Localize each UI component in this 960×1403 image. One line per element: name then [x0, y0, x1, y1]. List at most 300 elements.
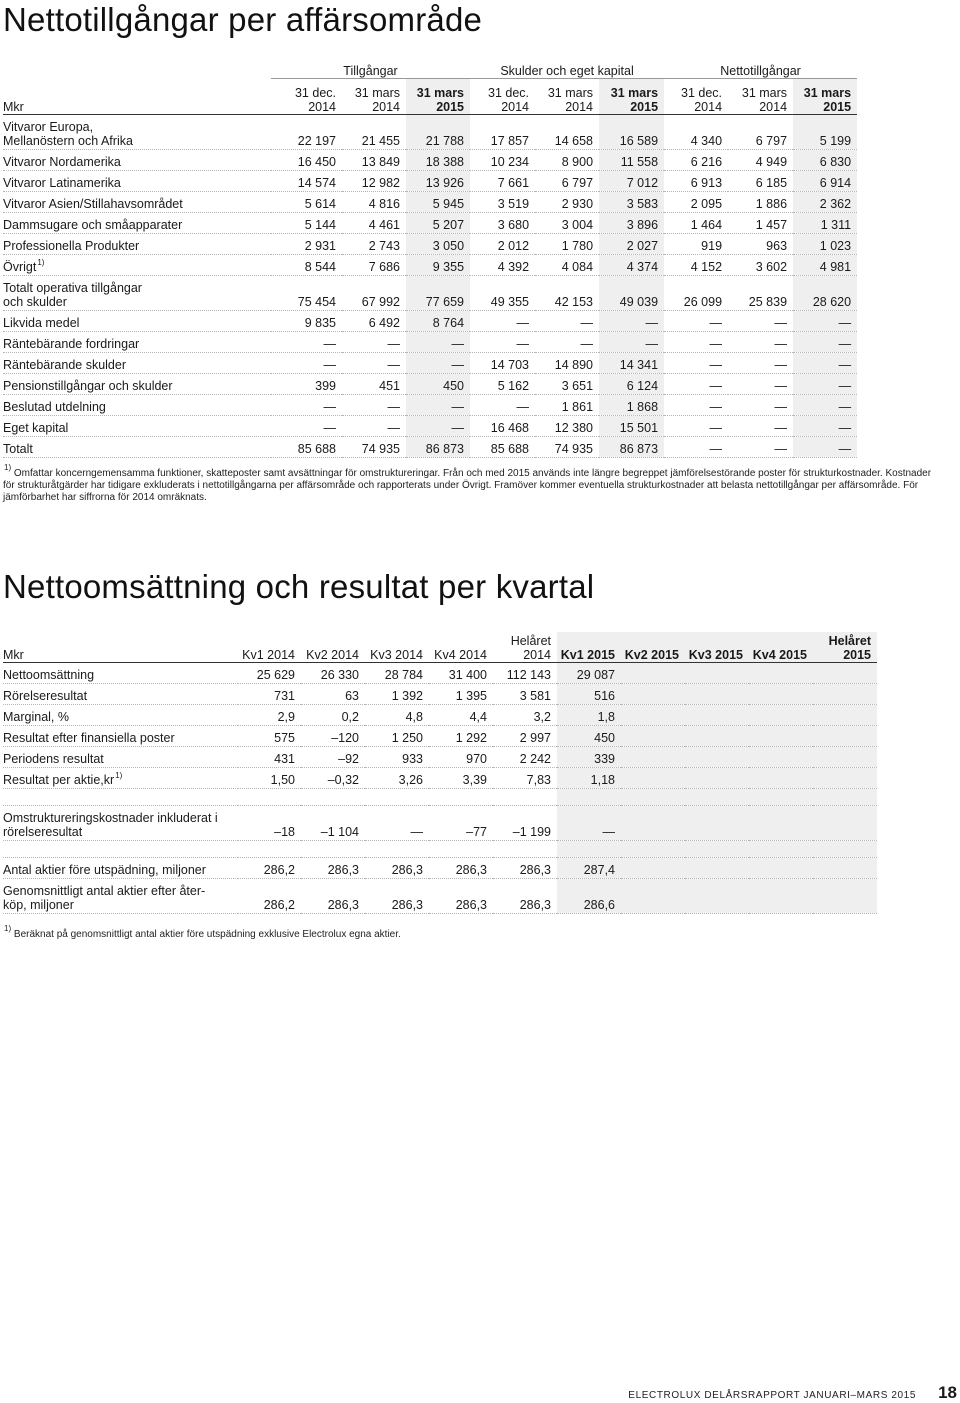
footnote-2: $^{1)}$ Beräknat på genomsnittligt antal aktier före utspädning exklusive Electrolux egna aktier. [4, 924, 401, 940]
table-cell: 22 197 [271, 114, 342, 149]
table-cell: 1 250 [365, 726, 429, 747]
table-cell: –0,32 [301, 768, 365, 789]
table-cell: 4 152 [664, 254, 728, 275]
table-cell: — [535, 331, 599, 352]
table-cell: 1,8 [557, 705, 621, 726]
table-row [3, 254, 857, 275]
table-cell: 919 [664, 233, 728, 254]
row-label: Nettoomsättning [3, 663, 238, 684]
table-cell: 14 890 [535, 352, 599, 373]
row-label: Dammsugare och småapparater [3, 212, 271, 233]
group-header-assets: Tillgångar [271, 62, 470, 79]
table-cell: — [728, 415, 793, 436]
table-cell: 25 629 [238, 663, 301, 684]
table-cell: 21 455 [342, 114, 406, 149]
column-header-row [3, 79, 857, 115]
table-cell: 451 [342, 373, 406, 394]
table-cell: 9 835 [271, 310, 342, 331]
table-cell: 1,18 [557, 768, 621, 789]
table-cell: 450 [557, 726, 621, 747]
row-label: Beslutad utdelning [3, 394, 271, 415]
column-header: Kv3 2015 [685, 632, 749, 663]
table-row [3, 149, 857, 170]
table-cell: 6 913 [664, 170, 728, 191]
table-cell [621, 705, 685, 726]
table-cell: 15 501 [599, 415, 664, 436]
table-cell: 286,3 [365, 858, 429, 879]
section1-title: Nettotillgångar per affärsområde [3, 1, 483, 38]
row-label: Vitvaror Nordamerika [3, 149, 271, 170]
column-header: 31 dec. 2014 [271, 79, 342, 115]
table-cell: 1 868 [599, 394, 664, 415]
table-cell [685, 705, 749, 726]
table-cell: 63 [301, 684, 365, 705]
table-cell: 29 087 [557, 663, 621, 684]
table-cell: 431 [238, 747, 301, 768]
table-cell: 74 935 [342, 436, 406, 457]
table-cell: — [793, 373, 857, 394]
column-header: 31 mars 2015 [599, 79, 664, 115]
row-label: Eget kapital [3, 415, 271, 436]
table-cell: 1 311 [793, 212, 857, 233]
table-cell: 18 388 [406, 149, 470, 170]
table-cell [813, 806, 877, 841]
table-cell [621, 806, 685, 841]
table-cell: — [342, 331, 406, 352]
table-cell: 17 857 [470, 114, 535, 149]
table-cell: 28 620 [793, 275, 857, 310]
table-cell: 4,8 [365, 705, 429, 726]
table-cell: — [664, 352, 728, 373]
table-cell [749, 726, 813, 747]
table-cell: 286,3 [429, 879, 493, 914]
table-cell: 13 849 [342, 149, 406, 170]
table-cell: –18 [238, 806, 301, 841]
table-cell [749, 879, 813, 914]
column-header: 31 mars 2014 [728, 79, 793, 115]
table-cell: 3 651 [535, 373, 599, 394]
table-cell: — [470, 310, 535, 331]
row-label: Pensionstillgångar och skulder [3, 373, 271, 394]
column-header: Kv1 2014 [238, 632, 301, 663]
table-cell: 2 095 [664, 191, 728, 212]
table-cell: 3 583 [599, 191, 664, 212]
table-cell: 286,3 [301, 858, 365, 879]
table-cell [749, 858, 813, 879]
row-label: Likvida medel [3, 310, 271, 331]
table-cell: 1 023 [793, 233, 857, 254]
table-cell: — [664, 310, 728, 331]
table-cell: 4,4 [429, 705, 493, 726]
table-cell [621, 726, 685, 747]
table-cell: 16 450 [271, 149, 342, 170]
table-cell: 21 788 [406, 114, 470, 149]
column-header: 31 dec. 2014 [664, 79, 728, 115]
column-header: Kv2 2014 [301, 632, 365, 663]
table-cell: — [793, 352, 857, 373]
table-cell: 3,39 [429, 768, 493, 789]
table-row [3, 394, 857, 415]
table-row [3, 310, 857, 331]
row-label: Periodens resultat [3, 747, 238, 768]
table-cell: 4 392 [470, 254, 535, 275]
table-cell: 5 162 [470, 373, 535, 394]
table-cell: — [664, 415, 728, 436]
table-cell: 74 935 [535, 436, 599, 457]
table-cell [813, 747, 877, 768]
group-header-net-assets: Nettotillgångar [664, 62, 857, 79]
table-cell: — [793, 310, 857, 331]
table-cell [685, 663, 749, 684]
table-cell [749, 705, 813, 726]
table-cell: 14 703 [470, 352, 535, 373]
table-cell [621, 768, 685, 789]
table-cell: 5 144 [271, 212, 342, 233]
table-cell [813, 879, 877, 914]
table-row [3, 806, 877, 841]
row-label: Vitvaror Latinamerika [3, 170, 271, 191]
table-cell: 14 574 [271, 170, 342, 191]
table-cell: — [470, 331, 535, 352]
table-cell: 8 764 [406, 310, 470, 331]
table-cell: — [664, 394, 728, 415]
column-header: 31 dec. 2014 [470, 79, 535, 115]
table-cell: 4 461 [342, 212, 406, 233]
table-cell: 2 242 [493, 747, 557, 768]
table-cell: 4 816 [342, 191, 406, 212]
table-cell: — [728, 394, 793, 415]
table-cell: 2 930 [535, 191, 599, 212]
table-cell: 86 873 [406, 436, 470, 457]
table-cell [813, 705, 877, 726]
column-header: Kv3 2014 [365, 632, 429, 663]
table-cell [685, 726, 749, 747]
table-cell: –92 [301, 747, 365, 768]
table-cell: 9 355 [406, 254, 470, 275]
table-cell: — [271, 415, 342, 436]
table-cell: 28 784 [365, 663, 429, 684]
table-cell: 286,6 [557, 879, 621, 914]
table-cell: 3 896 [599, 212, 664, 233]
table-cell: 4 949 [728, 149, 793, 170]
table-cell: 1 457 [728, 212, 793, 233]
column-header: Kv4 2014 [429, 632, 493, 663]
row-label: Räntebärande fordringar [3, 331, 271, 352]
column-header: Helåret 2014 [493, 632, 557, 663]
row-label: Rörelseresultat [3, 684, 238, 705]
table-cell: 3 602 [728, 254, 793, 275]
table-cell: — [470, 394, 535, 415]
table-cell: 3 680 [470, 212, 535, 233]
row-label: Resultat efter finansiella poster [3, 726, 238, 747]
table-cell: 49 355 [470, 275, 535, 310]
row-label: Omstruktureringskostnader inkluderat i rörelseresultat [3, 806, 238, 841]
table-cell [621, 858, 685, 879]
table-cell: — [728, 373, 793, 394]
table-cell: 4 981 [793, 254, 857, 275]
table-cell: –1 104 [301, 806, 365, 841]
table-cell: — [342, 352, 406, 373]
table-cell: — [406, 415, 470, 436]
table-cell: 575 [238, 726, 301, 747]
table-cell: 3,2 [493, 705, 557, 726]
table-cell: 1 861 [535, 394, 599, 415]
table-cell: 399 [271, 373, 342, 394]
unit-label: Mkr [3, 79, 271, 115]
table-cell: — [557, 806, 621, 841]
row-label: Övrigt$^{1)}$ [3, 254, 271, 275]
table-cell: 6 797 [728, 114, 793, 149]
table-cell [621, 747, 685, 768]
spacer-row [3, 841, 877, 858]
column-header: Kv4 2015 [749, 632, 813, 663]
section2-title: Nettoomsättning och resultat per kvartal [3, 568, 595, 605]
table-row [3, 373, 857, 394]
table-cell: 6 492 [342, 310, 406, 331]
table-cell: 26 099 [664, 275, 728, 310]
table-cell: 5 207 [406, 212, 470, 233]
table-cell: 450 [406, 373, 470, 394]
table-cell [749, 747, 813, 768]
table-cell: — [664, 436, 728, 457]
table-cell: 85 688 [470, 436, 535, 457]
table-cell [685, 747, 749, 768]
table-cell: 42 153 [535, 275, 599, 310]
table-cell: — [599, 331, 664, 352]
row-label: Marginal, % [3, 705, 238, 726]
table-row [3, 879, 877, 914]
table-cell: 10 234 [470, 149, 535, 170]
table-cell: 8 900 [535, 149, 599, 170]
table-cell: — [406, 331, 470, 352]
table-cell: 6 914 [793, 170, 857, 191]
row-label: Vitvaror Asien/Stillahavsområdet [3, 191, 271, 212]
table-cell: 5 945 [406, 191, 470, 212]
table-cell: 1 392 [365, 684, 429, 705]
table-cell: — [793, 436, 857, 457]
table-cell: 49 039 [599, 275, 664, 310]
table-cell: 933 [365, 747, 429, 768]
table-row [3, 331, 857, 352]
table-cell: 3 519 [470, 191, 535, 212]
table-cell: 14 341 [599, 352, 664, 373]
row-label: Resultat per $aktie,kr^{1)}$ [3, 768, 238, 789]
table-cell: — [793, 394, 857, 415]
column-header-row [3, 632, 877, 663]
column-header: 31 mars 2014 [535, 79, 599, 115]
table-cell: 7 661 [470, 170, 535, 191]
table-cell: 287,4 [557, 858, 621, 879]
table-row [3, 768, 877, 789]
table-row [3, 415, 857, 436]
table-cell: 516 [557, 684, 621, 705]
table-cell: — [342, 415, 406, 436]
column-header: 31 mars 2014 [342, 79, 406, 115]
table-cell: 6 216 [664, 149, 728, 170]
table-cell: — [365, 806, 429, 841]
table-cell: — [342, 394, 406, 415]
table-cell: –77 [429, 806, 493, 841]
table-cell: 3 004 [535, 212, 599, 233]
table-cell: 1 886 [728, 191, 793, 212]
group-header-liabilities: Skulder och eget kapital [470, 62, 664, 79]
row-label: Professionella Produkter [3, 233, 271, 254]
table-cell: — [271, 331, 342, 352]
table-cell: — [728, 436, 793, 457]
table-cell: 6 124 [599, 373, 664, 394]
table-cell: 6 830 [793, 149, 857, 170]
table-cell: 1 395 [429, 684, 493, 705]
table-cell: — [406, 394, 470, 415]
table-cell: — [271, 394, 342, 415]
table-cell: — [793, 415, 857, 436]
table-cell [685, 684, 749, 705]
table-cell: 86 873 [599, 436, 664, 457]
row-label: Genomsnittligt antal aktier efter åter- köp, miljoner [3, 879, 238, 914]
table-cell [685, 879, 749, 914]
table-cell: 4 340 [664, 114, 728, 149]
table-cell: 3,26 [365, 768, 429, 789]
table-row [3, 275, 857, 310]
table-cell: 75 454 [271, 275, 342, 310]
column-header: Kv2 2015 [621, 632, 685, 663]
column-header: Kv1 2015 [557, 632, 621, 663]
table-cell: 8 544 [271, 254, 342, 275]
table-cell: — [406, 352, 470, 373]
table-cell: — [728, 310, 793, 331]
table-cell: 112 143 [493, 663, 557, 684]
page-number: 18 [938, 1383, 957, 1402]
table-cell: 5 614 [271, 191, 342, 212]
table-cell: 286,3 [493, 879, 557, 914]
table-cell: 286,2 [238, 858, 301, 879]
column-header: Helåret 2015 [813, 632, 877, 663]
table-cell [621, 684, 685, 705]
table-cell [813, 768, 877, 789]
table-row [3, 436, 857, 457]
table-cell: 4 084 [535, 254, 599, 275]
table-cell: 286,3 [301, 879, 365, 914]
column-header: 31 mars 2015 [406, 79, 470, 115]
table-cell: 2 362 [793, 191, 857, 212]
table-cell: — [793, 331, 857, 352]
table-cell [813, 663, 877, 684]
row-label: Totalt [3, 436, 271, 457]
table-cell [685, 806, 749, 841]
net-assets-table [3, 62, 857, 458]
table-row [3, 858, 877, 879]
table-cell: 1 292 [429, 726, 493, 747]
table-cell: 13 926 [406, 170, 470, 191]
table-row [3, 684, 877, 705]
table-cell: — [728, 352, 793, 373]
table-row [3, 114, 857, 149]
table-cell: 16 468 [470, 415, 535, 436]
table-cell: 286,2 [238, 879, 301, 914]
table-cell: — [535, 310, 599, 331]
footnote-1: $^{1)}$ Omfattar koncerngemensamma funktioner, skatteposter samt avsättningar för omstruktureringar. Från och med 2015 används inte längre begreppet jämförelsestörande poster för strukturkostnader. Kostnader för strukturåtgärder har tidigare exkluderats i nettotillgångarna per affärsområde och rapporterats under Övrigt. Framöver kommer eventuella strukturkostnader att belasta nettotillgångar per affärsområde. För jämförbarhet har siffrorna för 2014 omräknats. [3, 463, 932, 503]
table-cell: 16 589 [599, 114, 664, 149]
column-header: 31 mars 2015 [793, 79, 857, 115]
table-cell: 14 658 [535, 114, 599, 149]
table-cell: 12 982 [342, 170, 406, 191]
table-cell [685, 768, 749, 789]
table-cell [813, 684, 877, 705]
table-cell: 963 [728, 233, 793, 254]
table-cell: –120 [301, 726, 365, 747]
table-cell: 2 931 [271, 233, 342, 254]
table-cell: 31 400 [429, 663, 493, 684]
table-cell: — [664, 373, 728, 394]
table-cell: 970 [429, 747, 493, 768]
table-row [3, 726, 877, 747]
table-cell [621, 879, 685, 914]
table-row [3, 233, 857, 254]
table-cell [813, 726, 877, 747]
row-label: Totalt operativa tillgångar och skulder [3, 275, 271, 310]
table-cell: 6 797 [535, 170, 599, 191]
table-cell: 2 027 [599, 233, 664, 254]
table-cell [749, 684, 813, 705]
table-cell: 1,50 [238, 768, 301, 789]
table-cell: 67 992 [342, 275, 406, 310]
row-label: Vitvaror Europa, Mellanöstern och Afrika [3, 114, 271, 149]
table-row [3, 191, 857, 212]
table-cell: 286,3 [429, 858, 493, 879]
table-row [3, 170, 857, 191]
table-cell: 2 743 [342, 233, 406, 254]
table-cell [813, 858, 877, 879]
table-cell: 7,83 [493, 768, 557, 789]
table-cell: –1 199 [493, 806, 557, 841]
report-footer: ELECTROLUX DELÅRSRAPPORT JANUARI–MARS 2015 [628, 1390, 916, 1401]
table-cell: — [664, 331, 728, 352]
table-cell [749, 663, 813, 684]
table-cell: 1 464 [664, 212, 728, 233]
table-cell: 7 686 [342, 254, 406, 275]
table-cell: 26 330 [301, 663, 365, 684]
table-cell: — [728, 331, 793, 352]
table-cell: 3 581 [493, 684, 557, 705]
table-cell: 4 374 [599, 254, 664, 275]
table-cell: 12 380 [535, 415, 599, 436]
table-row [3, 747, 877, 768]
table-cell [749, 806, 813, 841]
table-cell: 77 659 [406, 275, 470, 310]
table-cell: 2 997 [493, 726, 557, 747]
table-cell [749, 768, 813, 789]
spacer-row [3, 789, 877, 806]
table-cell: 7 012 [599, 170, 664, 191]
table-cell: 2 012 [470, 233, 535, 254]
quarterly-table [3, 632, 877, 914]
table-row [3, 212, 857, 233]
table-row [3, 352, 857, 373]
table-cell: 339 [557, 747, 621, 768]
table-cell: 286,3 [493, 858, 557, 879]
table-cell: — [271, 352, 342, 373]
table-cell: 6 185 [728, 170, 793, 191]
row-label: Antal aktier före utspädning, miljoner [3, 858, 238, 879]
table-cell: 5 199 [793, 114, 857, 149]
table-cell: 731 [238, 684, 301, 705]
table-cell: 1 780 [535, 233, 599, 254]
table-cell [621, 663, 685, 684]
row-label: Räntebärande skulder [3, 352, 271, 373]
table-cell: 3 050 [406, 233, 470, 254]
table-row [3, 705, 877, 726]
table-cell [685, 858, 749, 879]
